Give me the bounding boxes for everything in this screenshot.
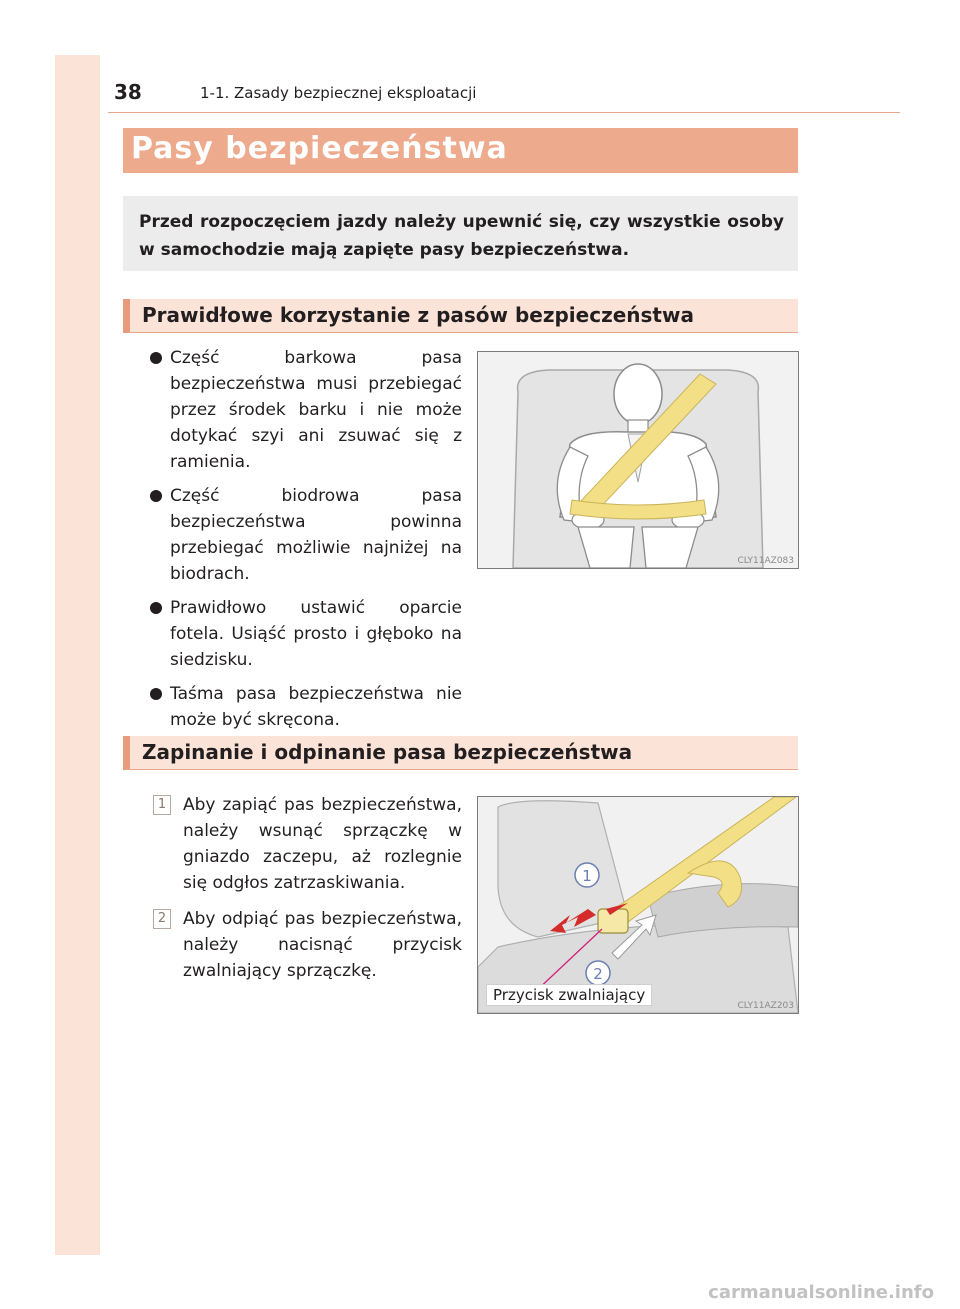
bullet-text: Taśma pasa bezpieczeństwa nie może być skręcona. (170, 684, 462, 730)
bullet-text: Część barkowa pasa bezpieczeństwa musi przebiegać przez środek barku i nie może dotykać szyi ani zsuwać się z ramienia. (170, 348, 462, 472)
buckle-figure (477, 796, 799, 1014)
figure-code: CLY11AZ083 (737, 556, 794, 566)
buckle-illustration (478, 797, 798, 1013)
step-item (150, 906, 462, 984)
step-list (150, 792, 462, 994)
figure-code: CLY11AZ203 (737, 1001, 794, 1011)
section-heading-text: Prawidłowe korzystanie z pasów bezpieczeństwa (142, 303, 694, 327)
callout-2: 2 (593, 965, 603, 983)
bullet-icon (150, 602, 162, 614)
intro-text: Przed rozpoczęciem jazdy należy upewnić się, czy wszystkie osoby w samochodzie mają zapięte pasy bezpieczeństwa. (139, 212, 784, 260)
bullet-text: Prawidłowo ustawić oparcie fotela. Usiąść prosto i głęboko na siedzisku. (170, 598, 462, 670)
side-strip (55, 55, 100, 1255)
page-title: Pasy bezpieczeństwa (131, 131, 508, 166)
step-text: Aby zapiąć pas bezpieczeństwa, należy wsunąć sprzączkę w gniazdo zaczepu, aż rozlegnie się odgłos zatrzaskiwania. (183, 795, 462, 893)
step-item (150, 792, 462, 896)
callout-1: 1 (582, 867, 592, 885)
watermark: carmanualsonline.info (708, 1282, 934, 1303)
bullet-item (150, 345, 462, 475)
page-number: 38 (114, 80, 142, 104)
step-number-badge: 1 (153, 795, 171, 815)
step-text: Aby odpiąć pas bezpieczeństwa, należy nacisnąć przycisk zwalniający sprzączkę. (183, 909, 462, 981)
bullet-icon (150, 352, 162, 364)
title-bar (123, 128, 798, 173)
section-heading-text: Zapinanie i odpinanie pasa bezpieczeństwa (142, 740, 633, 764)
bullet-item (150, 595, 462, 673)
bullet-icon (150, 688, 162, 700)
bullet-item (150, 681, 462, 733)
seatbelt-posture-figure (477, 351, 799, 569)
seated-person-illustration (478, 352, 798, 568)
chapter-title: 1-1. Zasady bezpiecznej eksploatacji (200, 84, 477, 102)
bullet-text: Część biodrowa pasa bezpieczeństwa powinna przebiegać możliwie najniżej na biodrach. (170, 486, 462, 584)
bullet-item (150, 483, 462, 587)
step-number-badge: 2 (153, 909, 171, 929)
bullet-icon (150, 490, 162, 502)
release-button-label: Przycisk zwalniający (486, 984, 652, 1006)
section-heading-proper-use (123, 299, 798, 333)
page-header (108, 78, 900, 113)
section-heading-fastening (123, 736, 798, 770)
intro-box (123, 196, 798, 271)
bullet-list (150, 345, 462, 741)
